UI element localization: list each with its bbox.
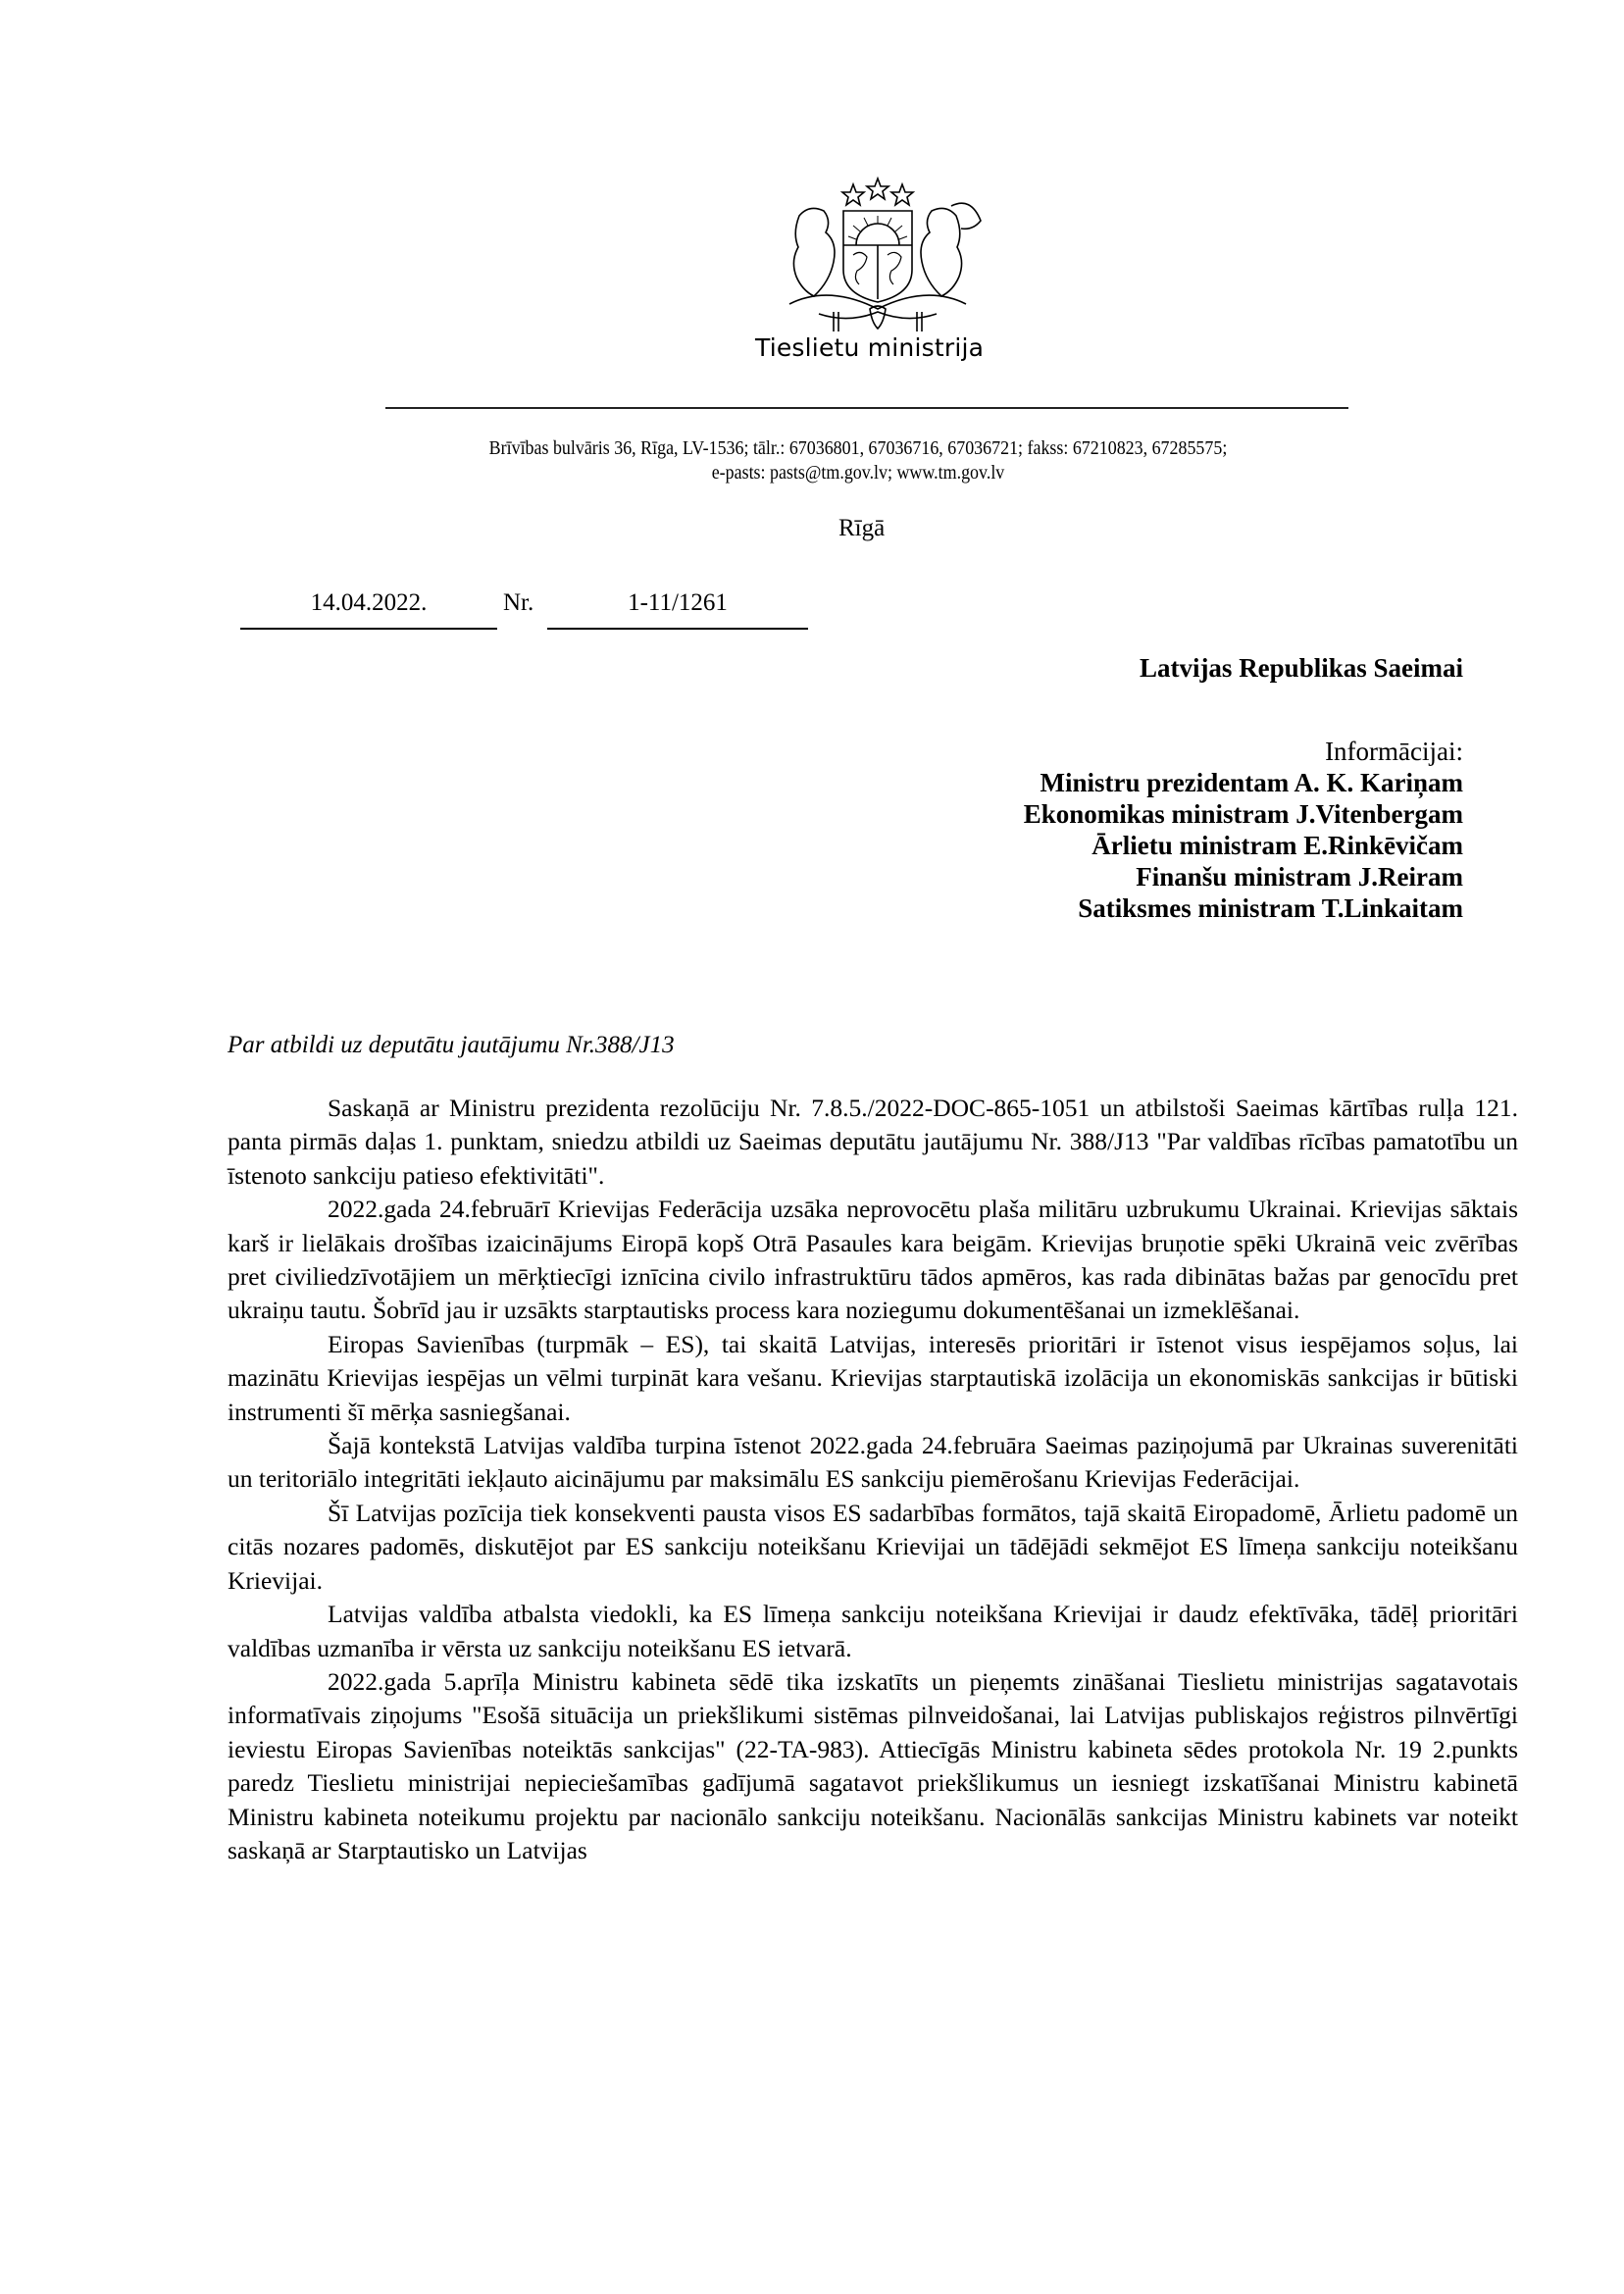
number-label: Nr.: [503, 589, 534, 616]
latvia-coat-of-arms-icon: [760, 177, 995, 333]
header-divider: [385, 407, 1348, 409]
cc-recipient: Satiksmes ministram T.Linkaitam: [1078, 893, 1463, 923]
body-paragraph: Šī Latvijas pozīcija tiek konsekventi pausta visos ES sadarbības formātos, tajā skaitā Eiropadomē, Ārlietu padomē un citās nozares padomēs, diskutējot par ES sankciju noteikšanu Krievijai un tādējādi sekmējot ES līmeņa sankciju noteikšanu Krievijai.: [228, 1498, 1518, 1595]
contact-line: e-pasts: pasts@tm.gov.lv; www.tm.gov.lv: [711, 463, 1005, 484]
information-recipients: [1024, 736, 1463, 924]
city: Rīgā: [838, 515, 886, 541]
body-paragraph: Latvijas valdība atbalsta viedokli, ka ES līmeņa sankciju noteikšana Krievijai ir daudz efektīvāka, tādēļ prioritāri valdības uzmanība ir vērsta uz sankciju noteikšanu ES ietvarā.: [228, 1600, 1518, 1662]
document-date: 14.04.2022.: [240, 588, 497, 630]
recipient: Latvijas Republikas Saeimai: [1139, 653, 1463, 683]
ministry-address: [339, 436, 1377, 485]
body-paragraph: Šajā kontekstā Latvijas valdība turpina īstenot 2022.gada 24.februāra Saeimas paziņojumā par Ukrainas suverenitāti un teritoriālo integritāti iekļauto aicinājumu par maksimālu ES sankciju piemērošanu Krievijas Federācijai.: [228, 1431, 1518, 1494]
body-paragraph: Saskaņā ar Ministru prezidenta rezolūciju Nr. 7.8.5./2022-DOC-865-1051 un atbilstoši Saeimas kārtības rulļa 121. panta pirmās daļas 1. punktam, sniedzu atbildi uz Saeimas deputātu jautājumu Nr. 388/J13 "Par valdības rīcības pamatotību un īstenoto sankciju patieso efektivitāti".: [228, 1094, 1518, 1190]
cc-recipient: Finanšu ministram J.Reiram: [1136, 862, 1463, 892]
address-line: Brīvības bulvāris 36, Rīga, LV-1536; tālr.: 67036801, 67036716, 67036721; fakss: 67210823, 67285575;: [488, 438, 1228, 459]
cc-recipient: Ministru prezidentam A. K. Kariņam: [1040, 768, 1463, 797]
body-paragraph: 2022.gada 5.aprīļa Ministru kabineta sēdē tika izskatīts un pieņemts zināšanai Tieslietu ministrijas sagatavotais informatīvais ziņojums "Esošā situācija un priekšlikumi sistēmas pilnveidošanai, lai Latvijas publiskajos reģistros pilnvērtīgi ieviestu Eiropas Savienības noteiktās sankcijas" (22-TA-983). Attiecīgās Ministru kabineta sēdes protokola Nr. 19 2.punkts paredz Tieslietu ministrijai nepieciešamības gadījumā sagatavot priekšlikumus un iesniegt izskatīšanai Ministru kabinetā Ministru kabineta noteikumu projektu par nacionālo sankciju noteikšanu. Nacionālās sankcijas Ministru kabinets var noteikt saskaņā ar Starptautisko un Latvijas: [228, 1666, 1518, 1864]
body-paragraph: Eiropas Savienības (turpmāk – ES), tai skaitā Latvijas, interesēs prioritāri ir īstenot visus iespējamos soļus, lai mazinātu Krievijas iespējas un vēlmi turpināt kara vešanu. Krievijas starptautiskā izolācija un ekonomiskās sankcijas ir būtiski instrumenti šī mērķa sasniegšanai.: [228, 1329, 1518, 1426]
letter-subject: Par atbildi uz deputātu jautājumu Nr.388/J13: [228, 1032, 675, 1058]
cc-recipient: Ekonomikas ministram J.Vitenbergam: [1023, 799, 1463, 829]
information-label: Informācijai:: [1325, 737, 1463, 766]
cc-recipient: Ārlietu ministram E.Rinkēvičam: [1091, 831, 1463, 860]
document-number: 1-11/1261: [547, 588, 808, 630]
letter-body: [228, 1092, 1518, 1867]
body-paragraph: 2022.gada 24.februārī Krievijas Federācija uzsāka neprovocētu plaša militāru uzbrukumu Ukrainai. Krievijas sāktais karš ir lielākais drošības izaicinājums Eiropā kopš Otrā Pasaules kara beigām. Krievijas bruņotie spēki Ukrainā veic zvērības pret civiliedzīvotājiem un mērķtiecīgi iznīcina civilo infrastruktūru tādos apmēros, kas rada dibinātas bažas par genocīdu pret ukraiņu tautu. Šobrīd jau ir uzsākts starptautisks process kara noziegumu dokumentēšanai un izmeklēšanai.: [228, 1195, 1518, 1325]
ministry-name: Tieslietu ministrija: [755, 333, 985, 362]
